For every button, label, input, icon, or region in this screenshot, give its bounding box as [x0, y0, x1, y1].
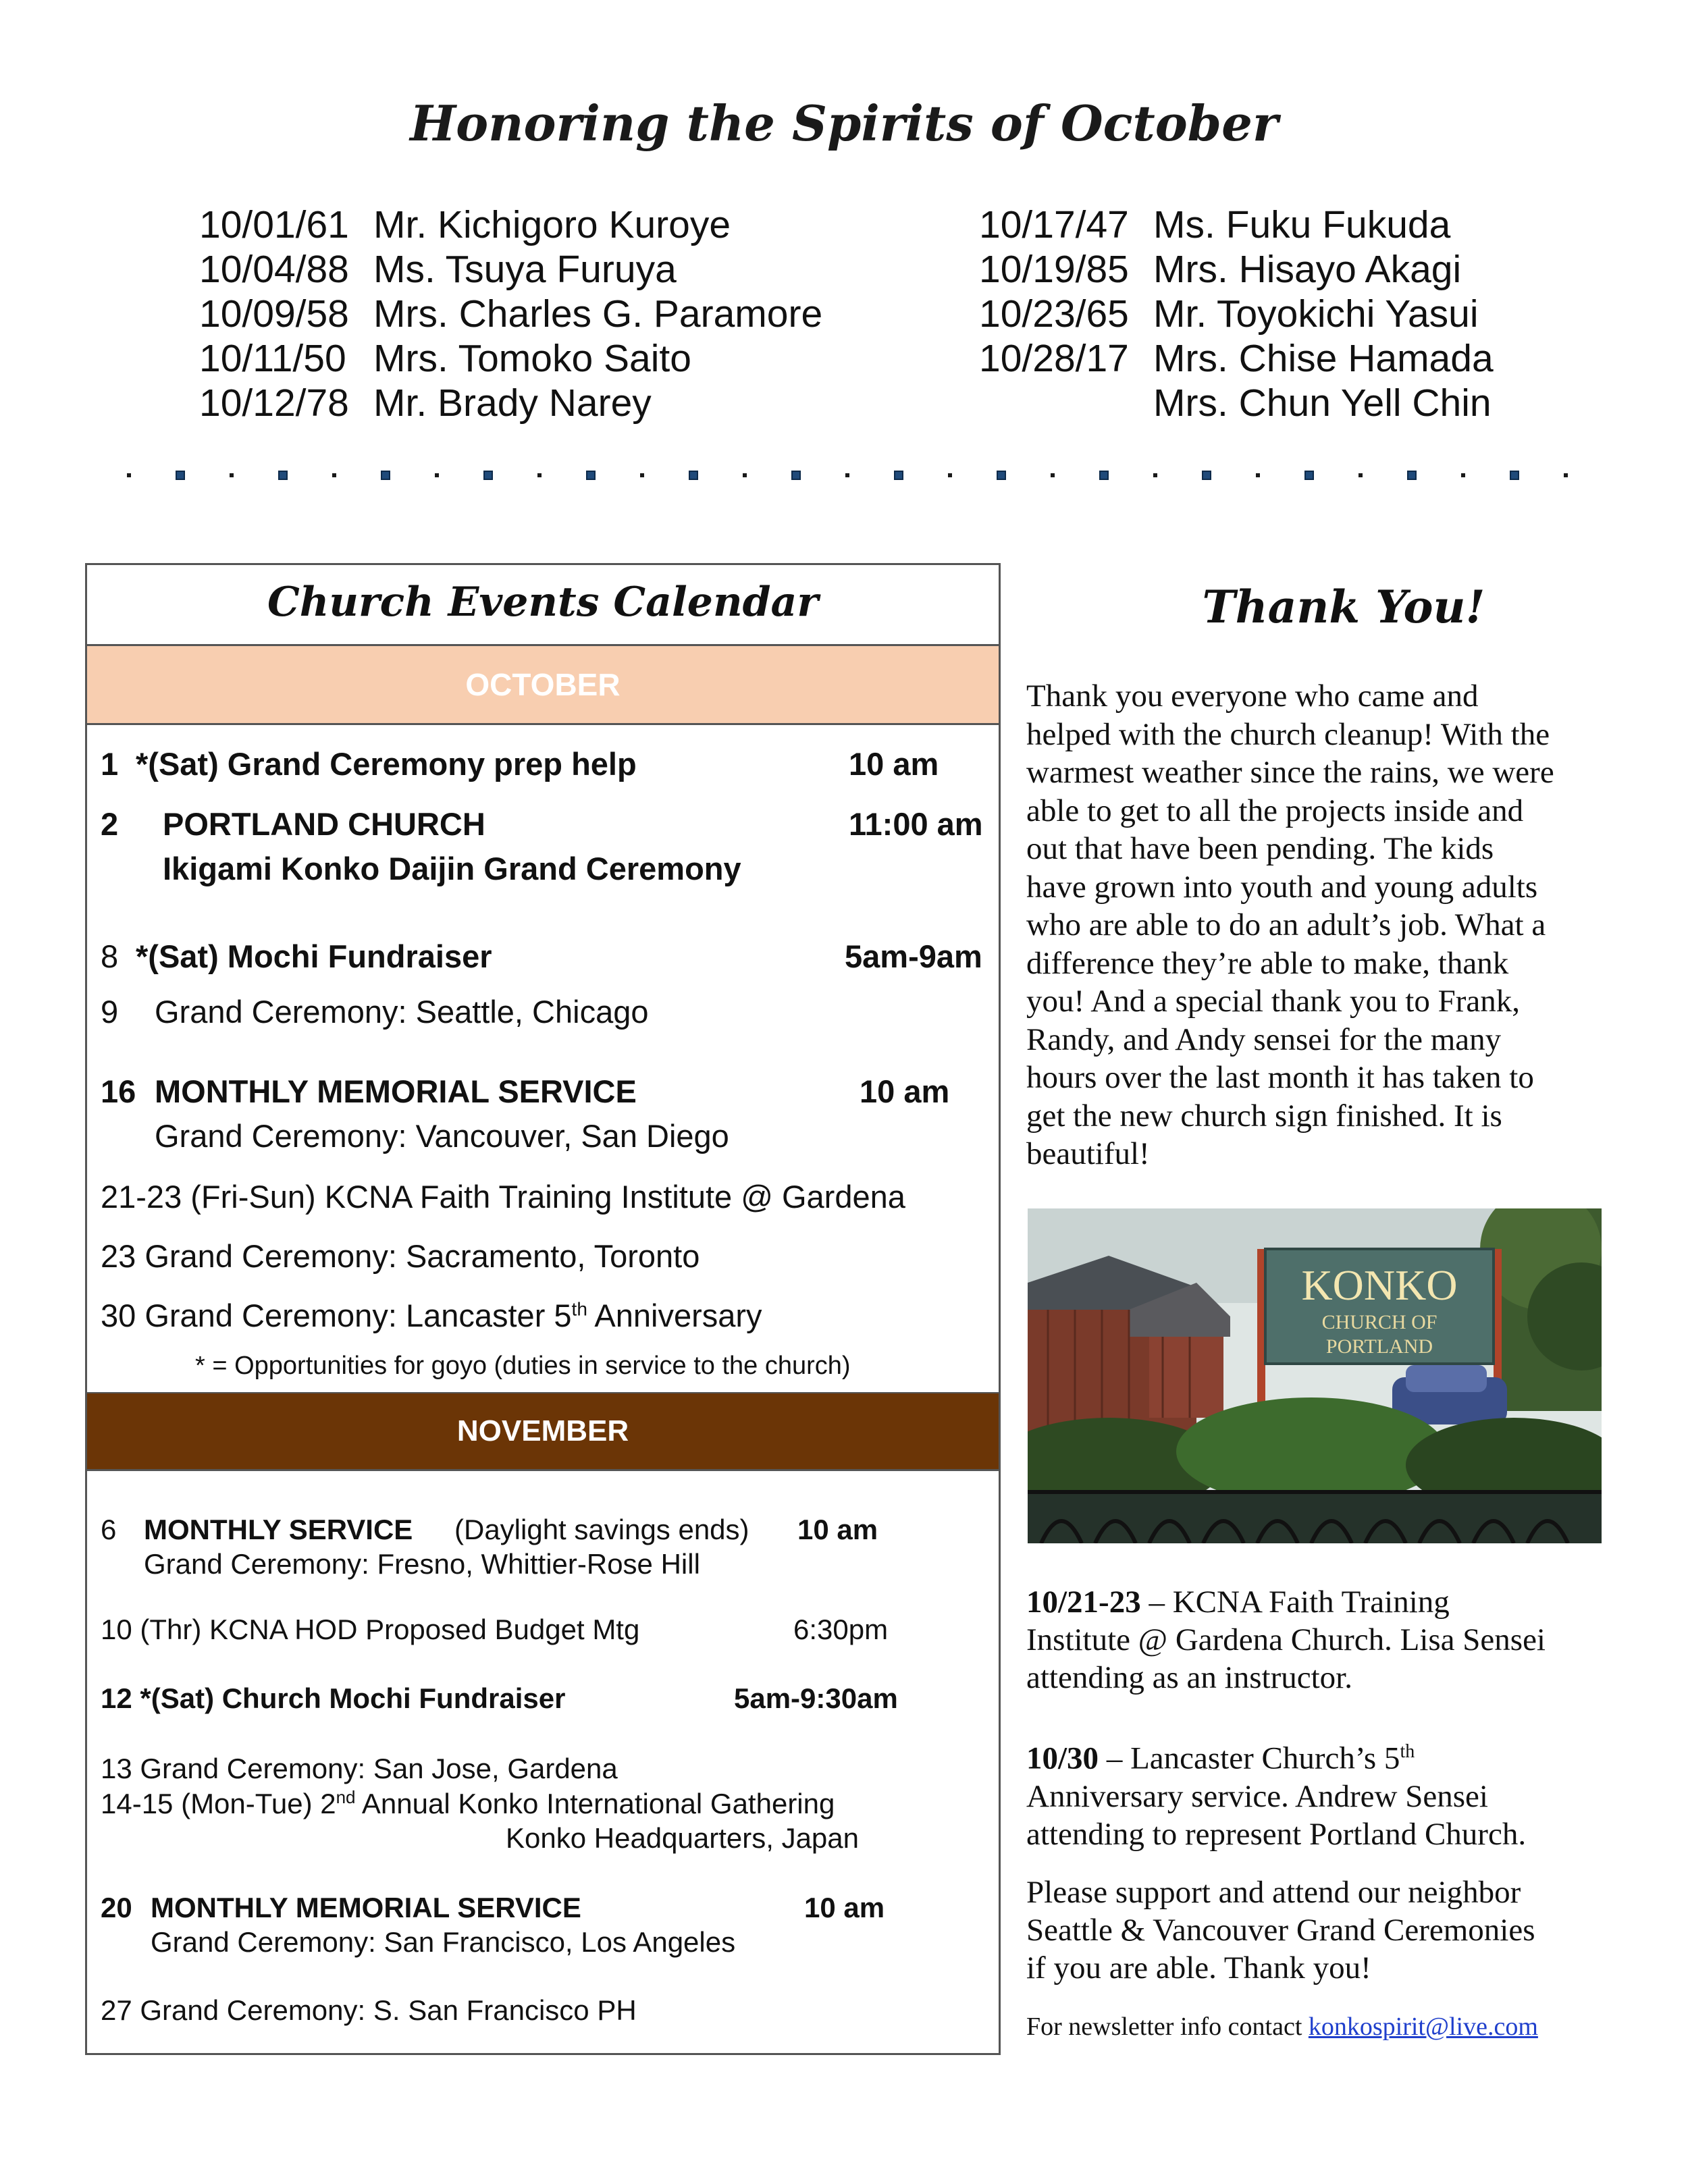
memorial-date: 10/19/85 [979, 248, 1129, 291]
event-subtitle: Ikigami Konko Daijin Grand Ceremony [163, 851, 741, 886]
event-row: 14-15 (Mon-Tue) 2nd Annual Konko International Gathering [101, 1787, 835, 1819]
memorial-date: 10/17/47 [979, 203, 1129, 246]
page-title: Honoring the Spirits of October [410, 95, 1278, 152]
event-title: *(Sat) Mochi Fundraiser [136, 938, 492, 974]
event-title: Grand Ceremony: Seattle, Chicago [155, 994, 649, 1030]
memorial-row [199, 381, 822, 425]
event-num: 6 [101, 1514, 117, 1545]
event-row: 27 Grand Ceremony: S. San Francisco PH [101, 1994, 637, 2026]
memorial-name: Mr. Toyokichi Yasui [1153, 292, 1479, 336]
october-header: OCTOBER [87, 646, 999, 723]
memorial-date: 10/01/61 [199, 203, 349, 246]
newsletter-contact [1026, 2012, 1538, 2042]
memorial-date: 10/28/17 [979, 337, 1129, 380]
goyo-footnote: * = Opportunities for goyo (duties in service to the church) [195, 1352, 851, 1380]
event-row: 10 (Thr) KCNA HOD Proposed Budget Mtg [101, 1614, 640, 1645]
memorial-list-left [199, 203, 822, 425]
event-num: 8 [101, 938, 119, 974]
sign-text-konko: KONKO [1301, 1261, 1458, 1309]
event-title: MONTHLY MEMORIAL SERVICE [155, 1073, 637, 1109]
thank-you-title: Thank You! [1202, 581, 1485, 633]
dotted-divider [115, 467, 1587, 483]
memorial-name: Mrs. Chun Yell Chin [1153, 381, 1492, 425]
note-faith-training: 10/21-23 – KCNA Faith Training Institute @ Gardena Church. Lisa Sensei attending as an instructor. [1026, 1584, 1546, 1695]
memorial-name: Mrs. Charles G. Paramore [373, 292, 823, 336]
memorial-date: 10/11/50 [199, 337, 346, 380]
church-sign-photo [1028, 1208, 1602, 1543]
memorial-row [979, 336, 1494, 381]
memorial-name: Ms. Tsuya Furuya [373, 248, 677, 291]
event-note: (Daylight savings ends) [454, 1514, 749, 1545]
event-subtitle: Grand Ceremony: Fresno, Whittier-Rose Hill [144, 1548, 700, 1580]
event-time: 10 am [804, 1892, 885, 1923]
memorial-row [979, 203, 1494, 247]
sign-text-portland: PORTLAND [1325, 1335, 1433, 1358]
calendar-rule [87, 1469, 999, 1471]
calendar-title: Church Events Calendar [267, 579, 819, 626]
events-calendar [85, 563, 1001, 2055]
event-row: 13 Grand Ceremony: San Jose, Gardena [101, 1753, 618, 1784]
memorial-name: Ms. Fuku Fukuda [1153, 203, 1451, 246]
event-title: MONTHLY SERVICE [144, 1514, 413, 1545]
contact-email-link[interactable]: konkospirit@live.com [1308, 2013, 1538, 2041]
event-row: 21-23 (Fri-Sun) KCNA Faith Training Institute @ Gardena [101, 1179, 905, 1215]
event-time: 10 am [860, 1073, 950, 1109]
memorial-date: 10/23/65 [979, 292, 1129, 336]
memorial-row [199, 203, 822, 247]
event-subtitle: Grand Ceremony: San Francisco, Los Angeles [151, 1926, 736, 1958]
memorial-name: Mrs. Hisayo Akagi [1153, 248, 1462, 291]
memorial-name: Mr. Brady Narey [373, 381, 652, 425]
memorial-row [199, 247, 822, 292]
event-row: 23 Grand Ceremony: Sacramento, Toronto [101, 1238, 700, 1274]
event-num: 9 [101, 994, 119, 1030]
event-time: 10 am [797, 1514, 878, 1545]
note-support: Please support and attend our neighbor Seattle & Vancouver Grand Ceremonies if you are able. Thank you! [1026, 1875, 1535, 1986]
event-time: 5am-9am [845, 938, 982, 974]
memorial-date [979, 381, 1153, 425]
memorial-date: 10/12/78 [199, 381, 349, 425]
note-lancaster: 10/30 – Lancaster Church’s 5th Anniversary service. Andrew Sensei attending to represent Portland Church. [1026, 1740, 1527, 1852]
memorial-name: Mrs. Tomoko Saito [373, 337, 691, 380]
event-row: 12 *(Sat) Church Mochi Fundraiser [101, 1682, 566, 1714]
memorial-date: 10/04/88 [199, 248, 349, 291]
memorial-date: 10/09/58 [199, 292, 349, 336]
calendar-rule [87, 723, 999, 725]
contact-label: For newsletter info contact [1026, 2013, 1309, 2041]
sign-text-church-of: CHURCH OF [1321, 1311, 1438, 1333]
event-row: 30 Grand Ceremony: Lancaster 5th Anniversary [101, 1298, 762, 1333]
memorial-row [979, 247, 1494, 292]
event-time: 10 am [849, 746, 939, 782]
event-time: 11:00 am [849, 806, 983, 842]
event-subtitle: Konko Headquarters, Japan [506, 1822, 860, 1854]
memorial-row [979, 381, 1494, 425]
memorial-list-right [979, 203, 1494, 425]
memorial-name: Mrs. Chise Hamada [1153, 337, 1494, 380]
november-header: NOVEMBER [87, 1393, 999, 1469]
event-title: MONTHLY MEMORIAL SERVICE [151, 1892, 581, 1923]
event-num: 16 [101, 1073, 136, 1109]
memorial-row [979, 292, 1494, 336]
memorial-row [199, 336, 822, 381]
memorial-name: Mr. Kichigoro Kuroye [373, 203, 731, 246]
event-title: PORTLAND CHURCH [163, 806, 485, 842]
event-num: 1 [101, 746, 119, 782]
memorial-row [199, 292, 822, 336]
event-title: *(Sat) Grand Ceremony prep help [136, 746, 637, 782]
event-num: 20 [101, 1892, 132, 1923]
event-subtitle: Grand Ceremony: Vancouver, San Diego [155, 1118, 729, 1154]
event-num: 2 [101, 806, 119, 842]
event-time: 5am-9:30am [734, 1682, 898, 1714]
event-time: 6:30pm [793, 1614, 889, 1645]
thank-you-body: Thank you everyone who came and helped with the church cleanup! With the warmest weather since the rains, we were able to get to all the projects inside and out that have been pending. The kids have grown into youth and young adults who are able to do an adult’s job. What a difference they’re able to make, thank you! And a special thank you to Frank, Randy, and Andy sensei for the many hours over the last month it has taken to get the new church sign finished. It is beautiful! [1026, 678, 1554, 1171]
